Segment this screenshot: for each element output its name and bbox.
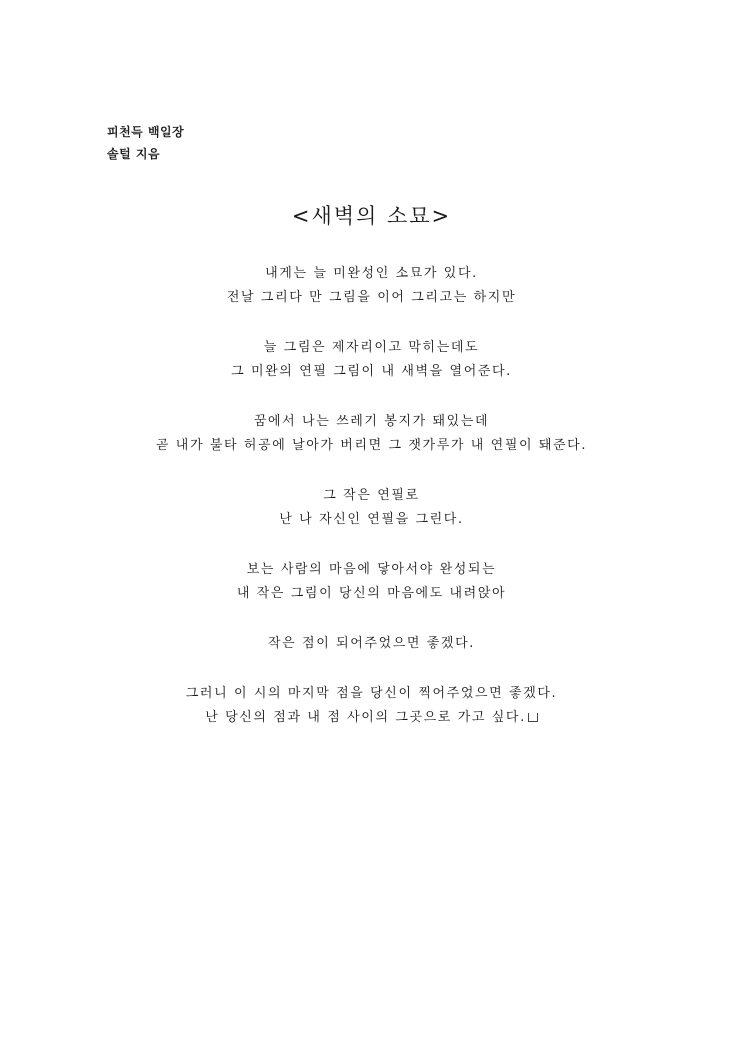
- poem-line: 곧 내가 불타 허공에 날아가 버리면 그 잿가루가 내 연필이 돼준다.: [155, 438, 588, 453]
- event-title: 피천득 백일장: [107, 125, 185, 139]
- author-name: 솔털 지음: [107, 147, 161, 161]
- stanza-7: [0, 682, 743, 730]
- poem-line: 내게는 늘 미완성인 소묘가 있다.: [265, 266, 478, 281]
- poem-line: 꿈에서 나는 쓰레기 봉지가 돼있는데: [253, 414, 490, 429]
- poem-body: [0, 262, 743, 756]
- poem-line: 보는 사람의 마음에 닿아서야 완성되는: [246, 562, 497, 577]
- paragraph-end-mark: [528, 713, 538, 722]
- poem-line-text: 난 당신의 점과 내 점 사이의 그곳으로 가고 싶다.: [205, 710, 526, 725]
- poem-line: 그러니 이 시의 마지막 점을 당신이 찍어주었으면 좋겠다.: [185, 686, 558, 701]
- poem-line: 작은 점이 되어주었으면 좋겠다.: [268, 636, 475, 651]
- poem-line: 늘 그림은 제자리이고 막히는데도: [263, 340, 480, 355]
- poem-line: 그 미완의 연필 그림이 내 새벽을 열어준다.: [231, 364, 512, 379]
- stanza-4: [0, 484, 743, 532]
- author-info: [107, 121, 184, 165]
- poem-line: 내 작은 그림이 당신의 마음에도 내려앉아: [236, 586, 507, 601]
- stanza-6: [0, 632, 743, 656]
- poem-line: 그 작은 연필로: [323, 488, 420, 503]
- stanza-1: [0, 262, 743, 310]
- poem-last-line: [0, 706, 743, 730]
- poem-title: <새벽의 소묘>: [291, 204, 452, 228]
- poem-line: 전날 그리다 만 그림을 이어 그리고는 하지만: [226, 290, 517, 305]
- poem-line: 난 나 자신인 연필을 그린다.: [279, 512, 464, 527]
- stanza-5: [0, 558, 743, 606]
- stanza-3: [0, 410, 743, 458]
- stanza-2: [0, 336, 743, 384]
